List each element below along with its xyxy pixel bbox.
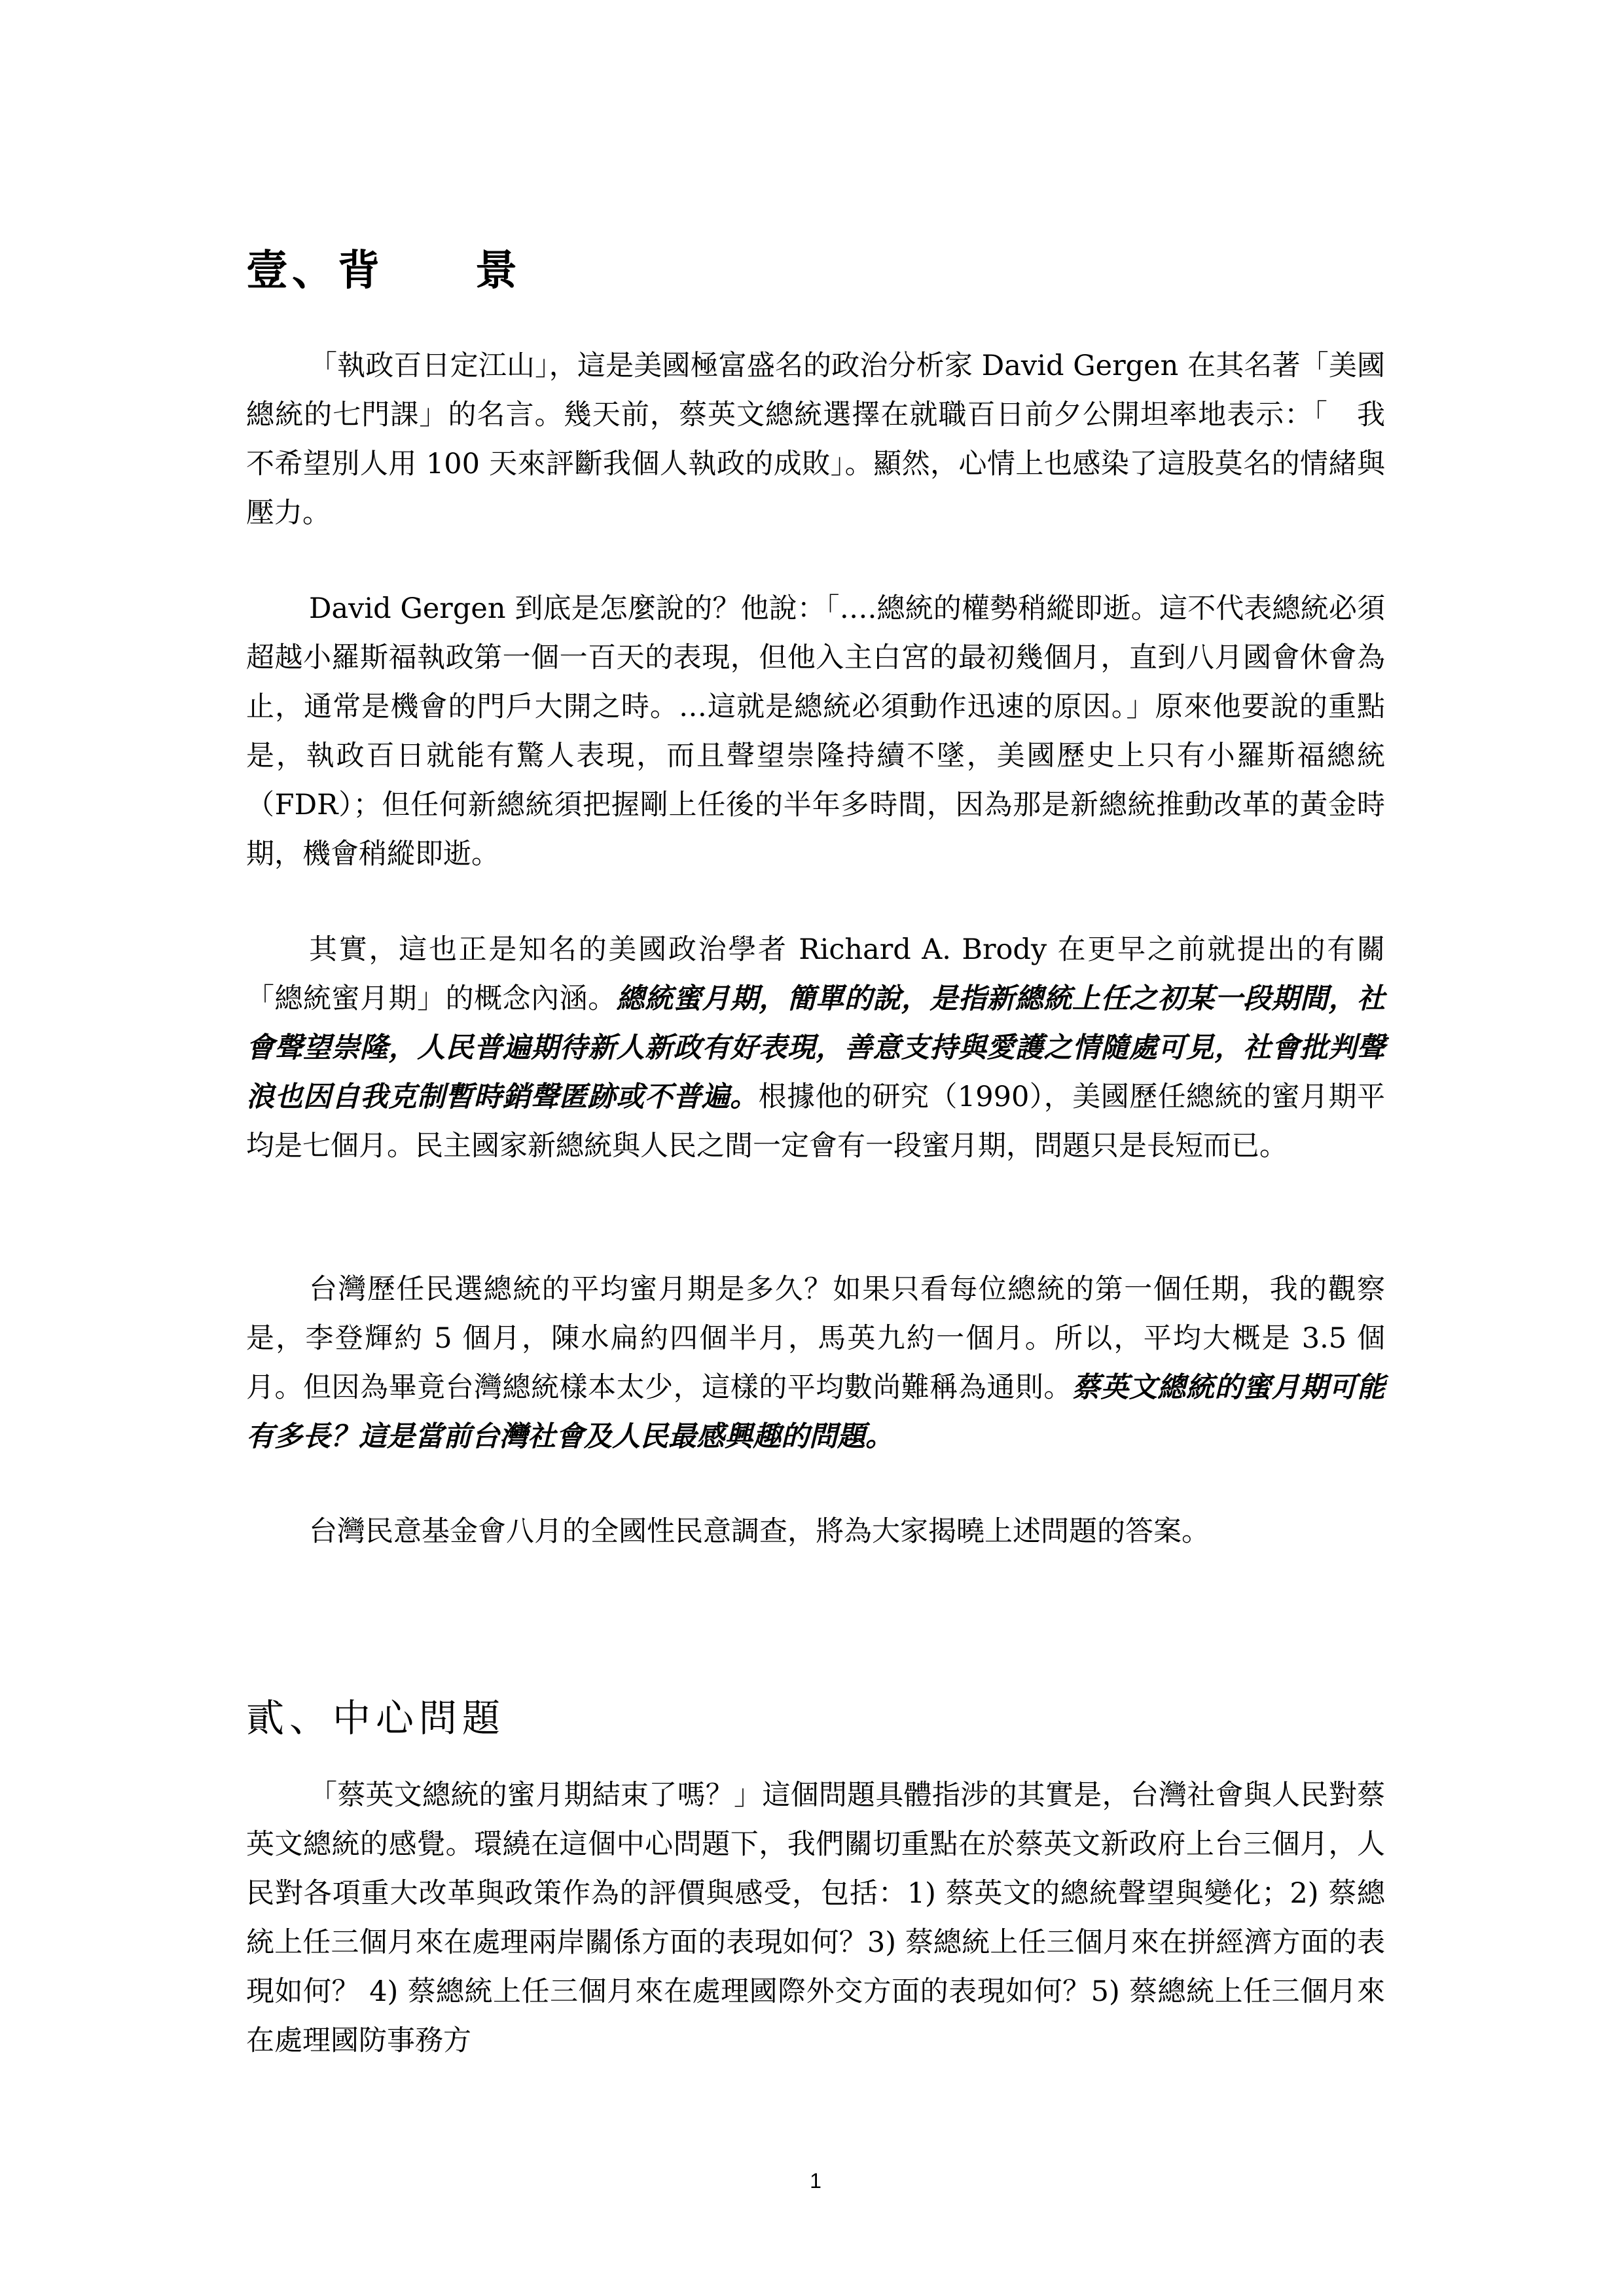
paragraph-text: 其實，這也正是知名的美國政治學者 Richard A. Brody 在更早之前就提出的有關「總統蜜月期」的概念內涵。	[246, 933, 1385, 1015]
section-heading-central-question: 貳、中心問題	[246, 1696, 506, 1740]
paragraph-taiwan-average	[246, 1265, 1385, 1462]
page-number: 1	[810, 2169, 821, 2193]
paragraph-text: 台灣歷任民選總統的平均蜜月期是多久？如果只看每位總統的第一個任期，我的觀察是，李登輝約 5 個月，陳水扁約四個半月，馬英九約一個月。所以，平均大概是 3.5 個月。但因為畢竟台灣總統樣本太少，這樣的平均數尚難稱為通則。	[246, 1273, 1385, 1404]
document-page	[246, 0, 1385, 2296]
paragraph-central-question: 「蔡英文總統的蜜月期結束了嗎？」這個問題具體指涉的其實是，台灣社會與人民對蔡英文總統的感覺。環繞在這個中心問題下，我們關切重點在於蔡英文新政府上台三個月，人民對各項重大改革與政策作為的評價與感受，包括：1) 蔡英文的總統聲望與變化；2) 蔡總統上任三個月來在處理兩岸關係方面的表現如何？3) 蔡總統上任三個月來在拼經濟方面的表現如何？ 4) 蔡總統上任三個月來在處理國際外交方面的表現如何？5) 蔡總統上任三個月來在處理國防事務方	[246, 1779, 1385, 2057]
emphasized-definition: 總統蜜月期，簡單的說，是指新總統上任之初某一段期間，社會聲望崇隆，人民普遍期待新人新政有好表現，善意支持與愛護之情隨處可見，社會批判聲浪也因自我克制暫時銷聲匿跡或不普遍。	[246, 982, 1386, 1113]
paragraph-text: 根據他的研究（1990），美國歷任總統的蜜月期平均是七個月。民主國家新總統與人民之間一定會有一段蜜月期，問題只是長短而已。	[246, 1081, 1386, 1162]
paragraph-survey-intro: 台灣民意基金會八月的全國性民意調查，將為大家揭曉上述問題的答案。	[309, 1515, 1210, 1548]
paragraph-100-days: 「執政百日定江山」，這是美國極富盛名的政治分析家 David Gergen 在其名著「美國總統的七門課」的名言。幾天前，蔡英文總統選擇在就職百日前夕公開坦率地表示：「 我不希望別人用 100 天來評斷我個人執政的成敗」。顯然，心情上也感染了這股莫名的情緒與壓力。	[246, 350, 1385, 529]
paragraph-gergen-quote: David Gergen 到底是怎麼說的？他說：「….總統的權勢稍縱即逝。這不代表總統必須超越小羅斯福執政第一個一百天的表現，但他入主白宮的最初幾個月，直到八月國會休會為止，通常是機會的門戶大開之時。…這就是總統必須動作迅速的原因。」原來他要說的重點是，執政百日就能有驚人表現，而且聲望崇隆持續不墜，美國歷史上只有小羅斯福總統（FDR）；但任何新總統須把握剛上任後的半年多時間，因為那是新總統推動改革的黃金時期，機會稍縱即逝。	[246, 592, 1385, 870]
paragraph-honeymoon-concept	[246, 925, 1385, 1171]
emphasized-question: 蔡英文總統的蜜月期可能有多長？這是當前台灣社會及人民最感興趣的問題。	[246, 1371, 1386, 1453]
section-heading-background: 壹、背 景	[246, 246, 521, 295]
